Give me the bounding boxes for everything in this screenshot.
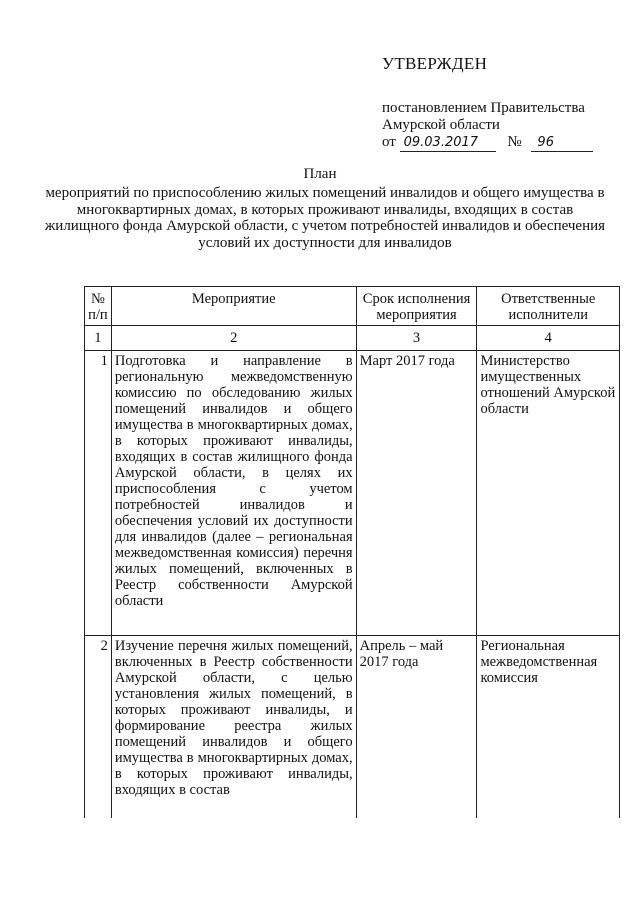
row-number: 1: [85, 351, 112, 636]
header-event: Мероприятие: [111, 287, 356, 326]
date-prefix: от: [382, 134, 396, 150]
column-number: 2: [111, 326, 356, 351]
column-number-row: [85, 326, 620, 351]
header-no: № п/п: [85, 287, 112, 326]
header-responsible: Ответственные исполнители: [477, 287, 620, 326]
approved-title: УТВЕРЖДЕН: [382, 54, 488, 73]
header-term: Срок исполнения мероприятия: [356, 287, 477, 326]
plan-title: План: [303, 166, 337, 182]
row-term: Март 2017 года: [356, 351, 477, 636]
handwritten-date: 09.03.2017: [400, 134, 496, 152]
approval-issuer: постановлением Правительства: [382, 100, 585, 116]
row-number: 2: [85, 636, 112, 819]
row-responsible: Министерство имущественных отношений Амурской области: [477, 351, 620, 636]
approval-region: Амурской области: [382, 117, 500, 133]
handwritten-number: 96: [531, 134, 593, 152]
approval-date-line: [382, 134, 622, 152]
table-header-row: [85, 287, 620, 326]
column-number: 4: [477, 326, 620, 351]
row-event: Изучение перечня жилых помещений, включенных в Реестр собственности Амурской области, с целью установления жилых помещений, в которых проживают инвалиды, и формирование реестра жилых помещений инвалидов и общего имущества в многоквартирных домах, в которых проживают инвалиды, входящих в состав: [111, 636, 356, 819]
column-number: 3: [356, 326, 477, 351]
plan-table: [84, 286, 620, 818]
approval-block: [382, 54, 622, 152]
row-term: Апрель – май 2017 года: [356, 636, 477, 819]
row-responsible: Региональная межведомственная комиссия: [477, 636, 620, 819]
row-event: Подготовка и направление в региональную межведомственную комиссию по обследованию жилых помещений инвалидов и общего имущества в многоквартирных домах, в которых проживают инвалиды, входящих в состав жилищного фонда Амурской области, в целях их приспособления с учетом потребностей инвалидов и обеспечения условий их доступности для инвалидов (далее – региональная межведомственная комиссия) перечня жилых помещений, включенных в Реестр собственности Амурской области: [111, 351, 356, 636]
number-sign: №: [507, 134, 522, 150]
table-row: [85, 351, 620, 636]
plan-subtitle: мероприятий по приспособлению жилых помещений инвалидов и общего имущества в многоквартирных домах, в которых проживают инвалиды, входящих в состав жилищного фонда Амурской области, с учетом потребностей инвалидов и обеспечения условий их доступности для инвалидов: [44, 185, 606, 251]
table-row: [85, 636, 620, 819]
column-number: 1: [85, 326, 112, 351]
